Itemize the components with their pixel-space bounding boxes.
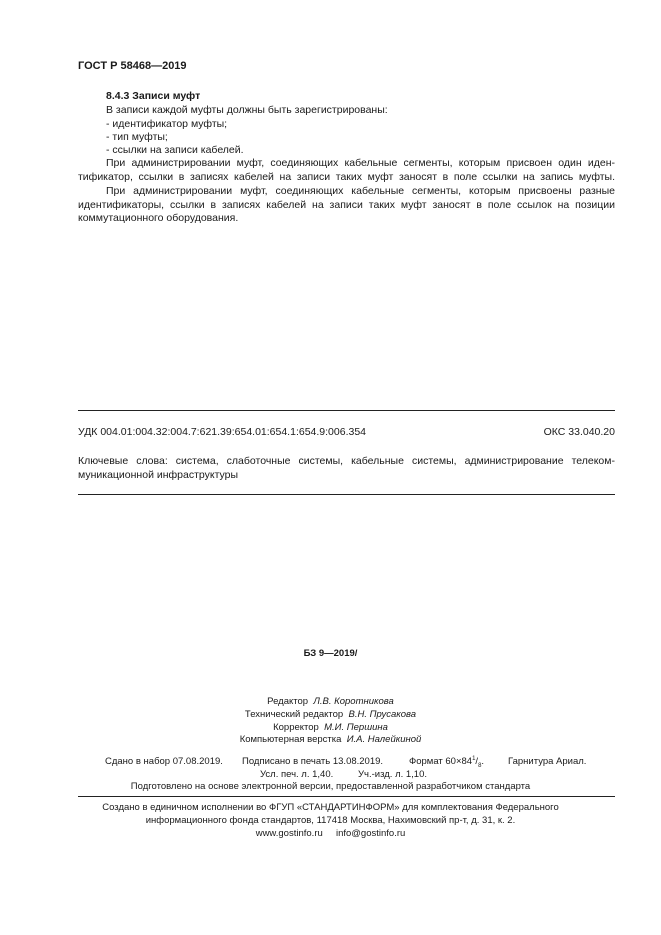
publisher-line-1: Создано в единичном исполнении во ФГУП «СТАНДАРТИНФОРМ» для комплектования Федерального <box>102 802 559 813</box>
paragraph-2-line-1: При администрировании муфт, соединяющих кабельные сегменты, которым присвоены разные <box>106 185 615 197</box>
publisher-contacts <box>0 828 661 839</box>
paragraph-1-line-1: При администрировании муфт, соединяющих кабельные сегменты, которым присвоен один иден- <box>106 157 615 169</box>
list-item: - идентификатор муфты; <box>106 118 228 130</box>
list-item: - ссылки на записи кабелей. <box>106 144 244 156</box>
udk-code: УДК 004.01:004.32:004.7:621.39:654.01:654.1:654.9:006.354 <box>78 426 367 438</box>
standard-header: ГОСТ Р 58468—2019 <box>78 60 187 72</box>
credit-corrector: Корректор М.И. Першина <box>273 722 388 733</box>
website-link[interactable]: www.gostinfo.ru <box>255 828 323 839</box>
keywords-line-1: Ключевые слова: система, слаботочные системы, кабельные системы, администрирование телеком- <box>78 455 615 467</box>
paragraph-2-line-3: коммутационного оборудования. <box>78 212 239 224</box>
credit-tech-editor: Технический редактор В.Н. Прусакова <box>244 709 417 720</box>
divider <box>78 796 615 797</box>
keywords-line-2: муникационной инфраструктуры <box>78 469 239 481</box>
imprint-typeset-date: Сдано в набор 07.08.2019. <box>105 756 223 767</box>
imprint-print-date: Подписано в печать 13.08.2019. <box>242 756 384 767</box>
imprint-print-sheets: Усл. печ. л. 1,40. <box>260 769 334 780</box>
list-item: - тип муфты; <box>106 131 168 143</box>
bz-number: БЗ 9—2019/ <box>303 648 358 659</box>
credit-editor: Редактор Л.В. Коротникова <box>267 696 394 707</box>
section-title: 8.4.3 Записи муфт <box>106 90 201 102</box>
imprint-typeface: Гарнитура Ариал. <box>508 756 587 767</box>
divider <box>78 494 615 495</box>
paragraph-1-line-2: тификатор, ссылки в записях кабелей на записи таких муфт заносят в поле ссылки на запись муфты. <box>78 171 615 183</box>
imprint-source-note: Подготовлено на основе электронной версии, предоставленной разработчиком стандарта <box>130 781 531 792</box>
email-link[interactable]: info@gostinfo.ru <box>335 828 406 839</box>
section-intro: В записи каждой муфты должны быть зарегистрированы: <box>106 104 388 116</box>
divider <box>78 410 615 411</box>
imprint-format: Формат $60\times 84^1/_8$. <box>409 756 485 770</box>
oks-code: ОКС 33.040.20 <box>543 426 615 438</box>
credit-layout: Компьютерная верстка И.А. Налейкиной <box>239 734 422 745</box>
imprint-pub-sheets: Уч.-изд. л. 1,10. <box>358 769 428 780</box>
paragraph-2-line-2: идентификаторы, ссылки в записях кабелей на записи таких муфт заносят в поле ссылок на позиции <box>78 199 615 211</box>
publisher-line-2: информационного фонда стандартов, 117418 Москва, Нахимовский пр-т, д. 31, к. 2. <box>145 815 516 826</box>
